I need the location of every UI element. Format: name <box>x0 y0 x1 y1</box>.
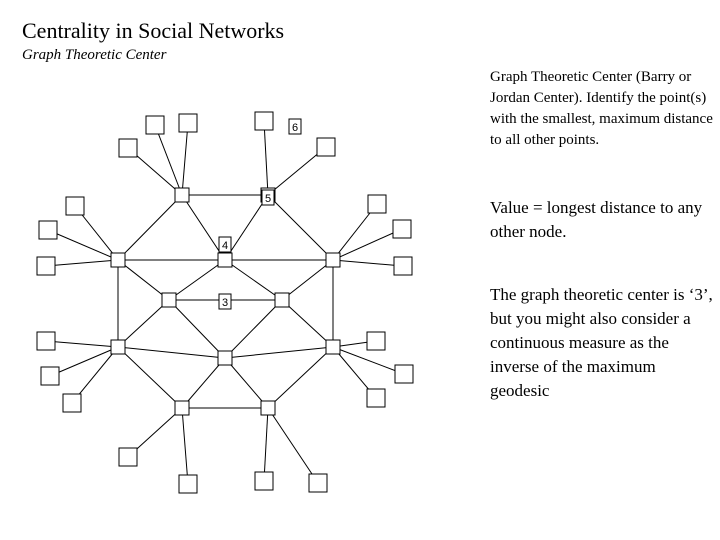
graph-node <box>218 253 232 267</box>
graph-leaf-node <box>255 472 273 490</box>
graph-edge <box>182 408 188 484</box>
graph-edge <box>268 408 318 483</box>
node-label-n4: 4 <box>221 240 229 252</box>
graph-edge <box>333 347 404 374</box>
graph-leaf-node <box>179 475 197 493</box>
graph-leaf-node <box>63 394 81 412</box>
graph-edge <box>46 260 118 266</box>
graph-node <box>175 401 189 415</box>
graph-leaf-node <box>394 257 412 275</box>
graph-node <box>326 253 340 267</box>
graph-leaf-node <box>367 332 385 350</box>
graph-edge <box>118 195 182 260</box>
conclusion-paragraph: The graph theoretic center is ‘3’, but you might also consider a continuous measure as the inverse of the maximum geodesic <box>490 285 713 400</box>
graph-leaf-node <box>309 474 327 492</box>
page-title: Centrality in Social Networks <box>22 18 285 43</box>
page-subtitle: Graph Theoretic Center <box>22 47 167 63</box>
graph-edge <box>182 123 188 195</box>
graph-leaf-node <box>393 220 411 238</box>
graph-leaf-node <box>395 365 413 383</box>
graph-node <box>275 293 289 307</box>
graph-edge <box>225 347 333 358</box>
graph-edge <box>264 121 268 195</box>
graph-node <box>175 188 189 202</box>
graph-edge <box>46 341 118 347</box>
graph-node <box>218 351 232 365</box>
graph-node <box>326 340 340 354</box>
graph-edge <box>268 347 333 408</box>
graph-leaf-node <box>37 257 55 275</box>
graph-node <box>162 293 176 307</box>
node-label-n6: 6 <box>291 122 299 134</box>
graph-leaf-node <box>317 138 335 156</box>
graph-edge <box>169 300 225 358</box>
graph-leaf-node <box>66 197 84 215</box>
graph-edge <box>225 300 282 358</box>
graph-leaf-node <box>179 114 197 132</box>
graph-leaf-node <box>119 448 137 466</box>
graph-edge <box>264 408 268 481</box>
graph-edge <box>118 300 169 347</box>
graph-edge <box>333 229 402 260</box>
node-label-n5: 5 <box>264 193 272 205</box>
graph-edge <box>118 347 182 408</box>
graph-node <box>261 401 275 415</box>
graph-edge <box>282 300 333 347</box>
graph-edge <box>118 260 169 300</box>
graph-leaf-node <box>119 139 137 157</box>
graph-leaf-node <box>255 112 273 130</box>
value-paragraph: Value = longest distance to any other node. <box>490 198 703 241</box>
graph-edge <box>50 347 118 376</box>
definition-paragraph: Graph Theoretic Center (Barry or Jordan Center). Identify the point(s) with the smallest, maximum distance to all other points. <box>490 69 713 148</box>
graph-leaf-node <box>37 332 55 350</box>
graph-edge <box>282 260 333 300</box>
graph-edge <box>225 260 282 300</box>
graph-edge <box>48 230 118 260</box>
graph-edge <box>169 260 225 300</box>
graph-node <box>111 253 125 267</box>
graph-leaf-node <box>368 195 386 213</box>
graph-edge <box>155 125 182 195</box>
graph-edge <box>118 347 225 358</box>
graph-leaf-node <box>367 389 385 407</box>
node-label-n3: 3 <box>221 297 229 309</box>
graph-edge <box>333 260 403 266</box>
graph-labels <box>219 119 301 309</box>
graph-edge <box>268 195 333 260</box>
graph-leaf-node <box>146 116 164 134</box>
graph-leaf-node <box>41 367 59 385</box>
graph-node <box>111 340 125 354</box>
graph-leaf-node <box>39 221 57 239</box>
